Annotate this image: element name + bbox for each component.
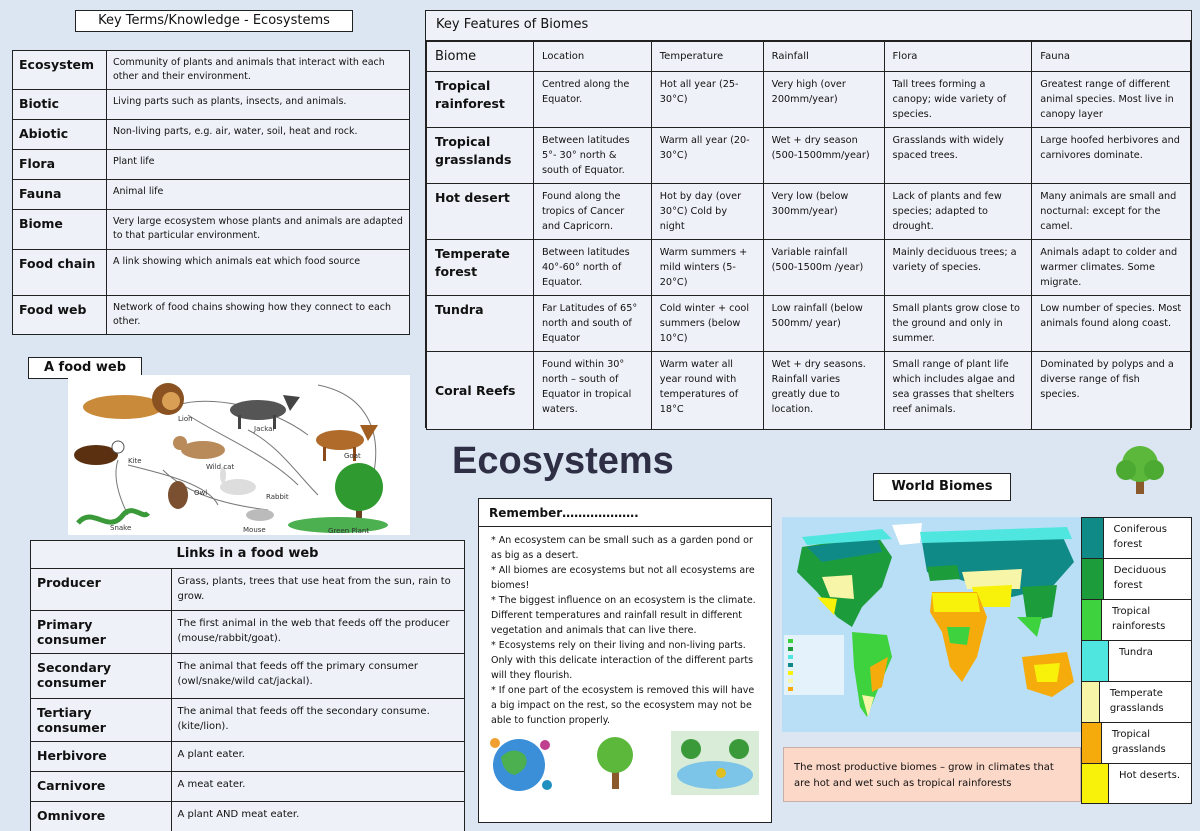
biome-cell: Warm water all year round with temperatures of 18°C (651, 352, 763, 430)
biomes-title: Key Features of Biomes (426, 11, 1191, 41)
key-term-row (13, 250, 410, 296)
legend-item (1081, 517, 1192, 558)
earth-icon (490, 738, 552, 791)
biome-cell: Very high (over 200mm/year) (763, 72, 884, 128)
link-definition: A plant eater. (171, 741, 464, 771)
links-table (31, 569, 464, 831)
key-term-row (13, 51, 410, 90)
remember-point: * All biomes are ecosystems but not all ecosystems are biomes! (491, 565, 755, 591)
biome-cell: Greatest range of different animal species. Most live in canopy layer (1032, 72, 1191, 128)
key-terms-table (12, 50, 410, 335)
legend-label: Deciduous forest (1113, 565, 1167, 591)
legend-label: Coniferous forest (1113, 524, 1167, 550)
link-term: Tertiary consumer (31, 698, 171, 741)
links-title: Links in a food web (31, 541, 464, 569)
link-term: Producer (31, 569, 171, 610)
snake-figure (78, 511, 148, 523)
biome-column-header: Rainfall (763, 42, 884, 72)
key-term-row (13, 180, 410, 210)
link-row (31, 741, 464, 771)
biome-column-header: Flora (884, 42, 1032, 72)
biome-cell: Warm summers + mild winters (5-20°C) (651, 240, 763, 296)
jackal-figure (230, 395, 300, 429)
mouse-figure (246, 509, 274, 521)
legend-item (1081, 640, 1192, 681)
key-term-definition: Non-living parts, e.g. air, water, soil, heat and rock. (107, 120, 410, 150)
link-row (31, 569, 464, 610)
food-web-label-mouse: Mouse (243, 526, 266, 534)
lion-figure (83, 383, 184, 419)
green-plant-figure (288, 463, 388, 533)
biome-cell: Wet + dry seasons. Rainfall varies greatly due to location. (763, 352, 884, 430)
biome-cell: Dominated by polyps and a diverse range of fish species. (1032, 352, 1191, 430)
remember-point: * An ecosystem can be small such as a garden pond or as big as a desert. (491, 535, 753, 561)
key-term: Biotic (13, 90, 107, 120)
key-term-definition: Plant life (107, 150, 410, 180)
remember-point: * The biggest influence on an ecosystem is the climate. Different temperatures and rainfall result in different vegetation and animals that can live there. (491, 595, 756, 636)
biome-row (427, 184, 1191, 240)
biomes-panel (425, 10, 1192, 428)
biome-cell: Low number of species. Most animals found along coast. (1032, 296, 1191, 352)
key-term: Ecosystem (13, 51, 107, 90)
biomes-table (426, 41, 1191, 430)
biome-column-header: Fauna (1032, 42, 1191, 72)
link-row (31, 610, 464, 653)
legend-swatch (1082, 600, 1102, 640)
key-term-definition: A link showing which animals eat which food source (107, 250, 410, 296)
key-term-definition: Living parts such as plants, insects, and animals. (107, 90, 410, 120)
biome-name: Tropical rainforest (427, 72, 534, 128)
link-definition: The animal that feeds off the secondary consume. (kite/lion). (171, 698, 464, 741)
biome-cell: Mainly deciduous trees; a variety of species. (884, 240, 1032, 296)
tree-icon-small (597, 737, 633, 789)
key-terms-title: Key Terms/Knowledge - Ecosystems (75, 10, 353, 32)
biome-cell: Small range of plant life which includes algae and sea grasses that shelters reef animals. (884, 352, 1032, 430)
biome-cell: Found along the tropics of Cancer and Capricorn. (533, 184, 651, 240)
productive-biomes-note: The most productive biomes – grow in climates that are hot and wet such as tropical rainforests (783, 747, 1081, 802)
food-web-label-snake: Snake (110, 524, 132, 532)
biome-name: Tundra (427, 296, 534, 352)
biome-row (427, 128, 1191, 184)
legend-swatch (1082, 764, 1109, 803)
key-term-row (13, 210, 410, 250)
remember-point: * If one part of the ecosystem is removed this will have a big impact on the rest, so the ecosystem may not be able to function properly. (491, 685, 755, 726)
key-term-row (13, 120, 410, 150)
link-term: Primary consumer (31, 610, 171, 653)
biome-cell: Grasslands with widely spaced trees. (884, 128, 1032, 184)
biome-cell: Lack of plants and few species; adapted to drought. (884, 184, 1032, 240)
biome-cell: Centred along the Equator. (533, 72, 651, 128)
link-row (31, 771, 464, 801)
world-biomes-title: World Biomes (873, 473, 1011, 501)
legend-swatch (1082, 641, 1109, 681)
key-term: Food web (13, 296, 107, 335)
legend-label: Hot deserts. (1119, 770, 1181, 781)
link-term: Herbivore (31, 741, 171, 771)
legend-swatch (1082, 518, 1104, 558)
biome-column-header: Biome (427, 42, 534, 72)
biome-cell: Low rainfall (below 500mm/ year) (763, 296, 884, 352)
key-term-row (13, 296, 410, 335)
biome-name: Tropical grasslands (427, 128, 534, 184)
legend-label: Tropical grasslands (1111, 729, 1166, 755)
biome-cell: Tall trees forming a canopy; wide variety of species. (884, 72, 1032, 128)
biome-cell: Hot by day (over 30°C) Cold by night (651, 184, 763, 240)
key-term: Flora (13, 150, 107, 180)
link-definition: A plant AND meat eater. (171, 801, 464, 831)
food-web-diagram (68, 375, 410, 535)
food-web-label-jackal: Jackal (254, 425, 275, 433)
biome-row (427, 72, 1191, 128)
biome-cell: Far Latitudes of 65° north and south of Equator (533, 296, 651, 352)
legend-swatch (1082, 723, 1102, 763)
key-terms-panel (12, 50, 410, 335)
link-row (31, 698, 464, 741)
biome-row (427, 240, 1191, 296)
links-panel (30, 540, 465, 831)
food-web-label-rabbit: Rabbit (266, 493, 289, 501)
biome-cell: Animals adapt to colder and warmer climates. Some migrate. (1032, 240, 1191, 296)
legend-item (1081, 681, 1192, 722)
key-term-definition: Animal life (107, 180, 410, 210)
remember-list (479, 527, 771, 728)
legend-item (1081, 763, 1192, 804)
link-definition: The first animal in the web that feeds off the producer (mouse/rabbit/goat). (171, 610, 464, 653)
kite-figure (74, 441, 124, 465)
remember-title: Remember………………. (479, 499, 771, 527)
food-web-label-kite: Kite (128, 457, 142, 465)
biome-column-header: Temperature (651, 42, 763, 72)
biome-row (427, 352, 1191, 430)
key-term-definition: Very large ecosystem whose plants and animals are adapted to that particular environment. (107, 210, 410, 250)
food-web-label-owl: Owl (194, 489, 208, 497)
legend-label: Tropical rainforests (1111, 606, 1166, 632)
remember-panel (478, 498, 772, 823)
legend-swatch (1082, 559, 1104, 599)
key-term: Food chain (13, 250, 107, 296)
food-web-label-goat: Goat (344, 452, 361, 460)
biome-cell: Many animals are small and nocturnal: except for the camel. (1032, 184, 1191, 240)
key-term: Biome (13, 210, 107, 250)
world-biomes-map (782, 517, 1082, 732)
legend-label: Temperate grasslands (1109, 688, 1164, 714)
world-map (782, 517, 1082, 732)
link-definition: Grass, plants, trees that use heat from the sun, rain to grow. (171, 569, 464, 610)
food-web-label-lion: Lion (178, 415, 193, 423)
biome-cell: Between latitudes 40°-60° north of Equator. (533, 240, 651, 296)
food-web-title: A food web (28, 357, 142, 379)
legend-item (1081, 722, 1192, 763)
biome-row (427, 296, 1191, 352)
legend-item (1081, 599, 1192, 640)
legend-swatch (1082, 682, 1100, 722)
tree-icon (1112, 444, 1168, 496)
page-title: Ecosystems (452, 440, 674, 482)
biome-cell: Between latitudes 5°- 30° north & south of Equator. (533, 128, 651, 184)
biome-cell: Variable rainfall (500-1500m /year) (763, 240, 884, 296)
biome-name: Temperate forest (427, 240, 534, 296)
legend-item (1081, 558, 1192, 599)
key-term: Abiotic (13, 120, 107, 150)
key-term-row (13, 150, 410, 180)
biome-cell: Large hoofed herbivores and carnivores dominate. (1032, 128, 1191, 184)
food-web-label-wild-cat: Wild cat (206, 463, 235, 471)
key-term-definition: Network of food chains showing how they connect to each other. (107, 296, 410, 335)
biome-cell: Cold winter + cool summers (below 10°C) (651, 296, 763, 352)
biome-cell: Hot all year (25-30°C) (651, 72, 763, 128)
food-web-image (68, 375, 410, 535)
key-term: Fauna (13, 180, 107, 210)
link-definition: A meat eater. (171, 771, 464, 801)
rabbit-figure (220, 467, 256, 495)
link-row (31, 653, 464, 698)
food-web-label-green-plant: Green Plant (328, 527, 370, 535)
key-term-row (13, 90, 410, 120)
link-term: Secondary consumer (31, 653, 171, 698)
wild-cat-figure (173, 436, 225, 459)
link-row (31, 801, 464, 831)
link-definition: The animal that feeds off the primary consumer (owl/snake/wild cat/jackal). (171, 653, 464, 698)
pond-icon (671, 731, 759, 795)
biome-cell: Small plants grow close to the ground and only in summer. (884, 296, 1032, 352)
biome-cell: Wet + dry season (500-1500mm/year) (763, 128, 884, 184)
link-term: Omnivore (31, 801, 171, 831)
biome-cell: Very low (below 300mm/year) (763, 184, 884, 240)
remember-point: * Ecosystems rely on their living and non-living parts. Only with this delicate interaction of the different parts will they flourish. (491, 640, 754, 681)
remember-illustrations (485, 727, 765, 799)
biome-name: Coral Reefs (427, 352, 534, 430)
biome-cell: Found within 30° north – south of Equator in tropical waters. (533, 352, 651, 430)
biome-column-header: Location (533, 42, 651, 72)
biome-cell: Warm all year (20-30°C) (651, 128, 763, 184)
owl-figure (168, 481, 188, 509)
key-term-definition: Community of plants and animals that interact with each other and their environment. (107, 51, 410, 90)
biome-legend (1081, 517, 1192, 804)
link-term: Carnivore (31, 771, 171, 801)
biome-name: Hot desert (427, 184, 534, 240)
legend-label: Tundra (1119, 647, 1153, 658)
